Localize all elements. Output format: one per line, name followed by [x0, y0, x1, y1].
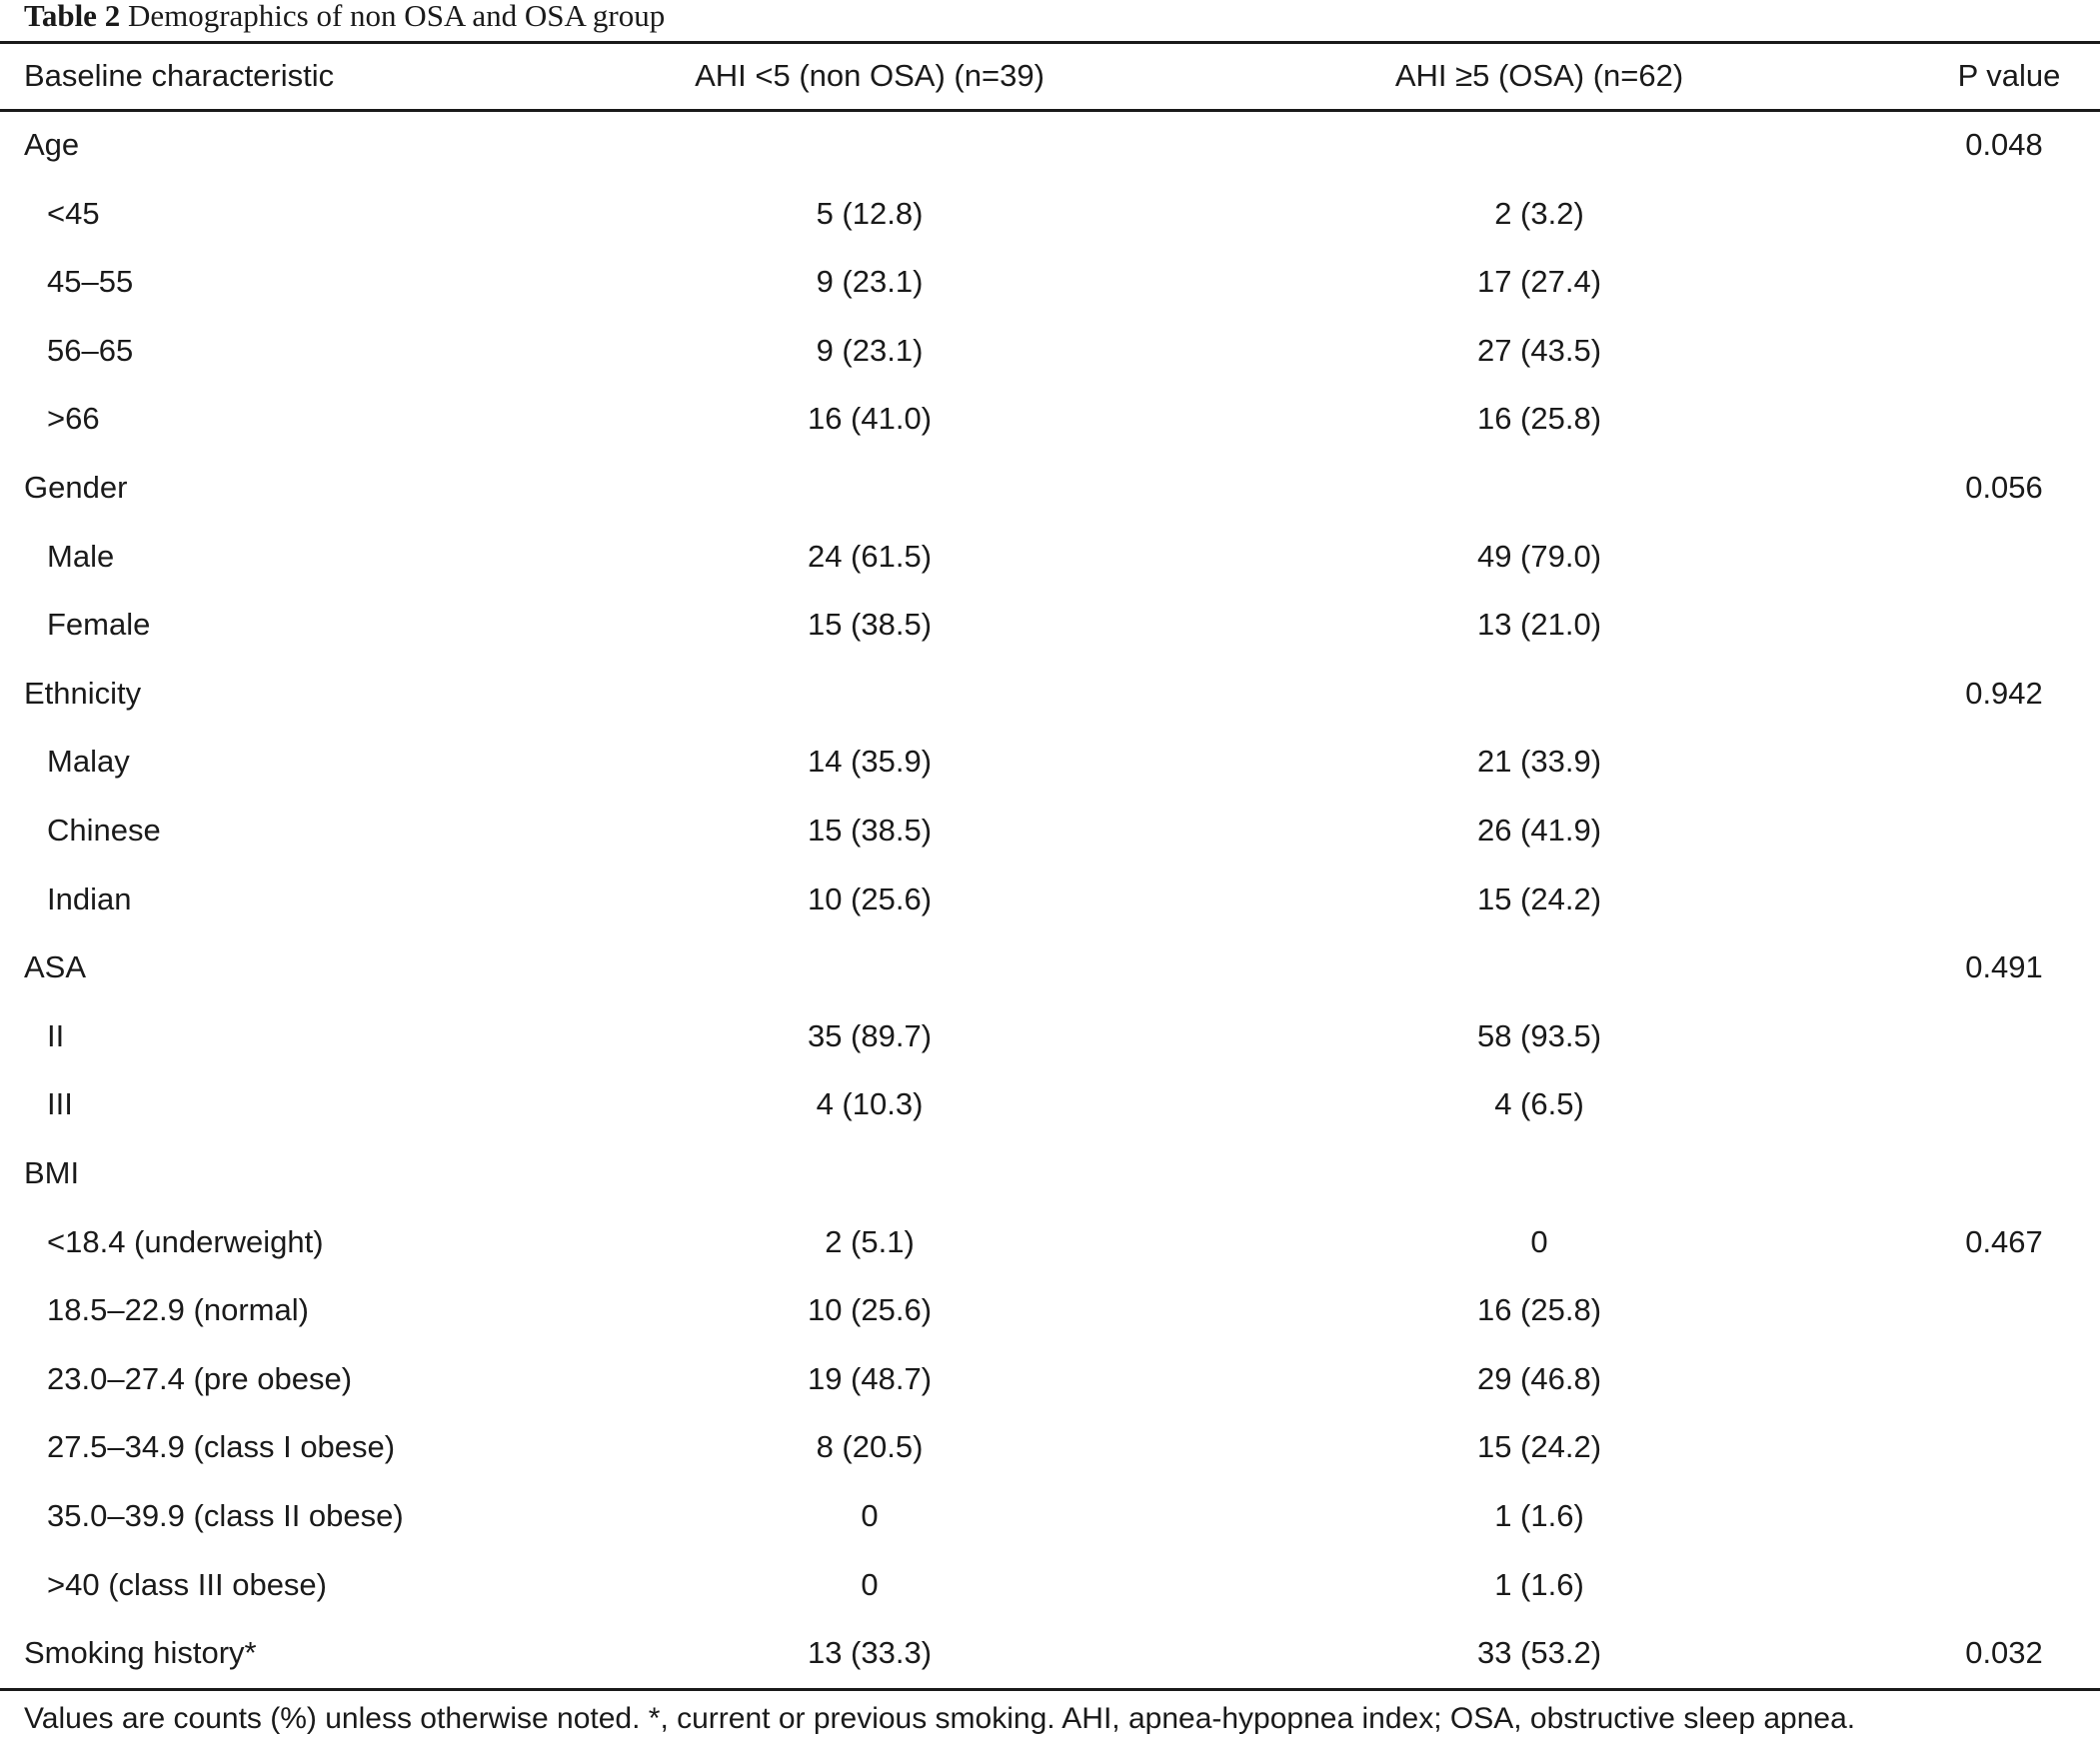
row-label: Smoking history* — [24, 1635, 257, 1670]
cell-osa: 17 (27.4) — [1476, 264, 1602, 299]
cell-non-osa: 10 (25.6) — [807, 1292, 933, 1327]
table-header — [0, 54, 2100, 98]
cell-osa: 27 (43.5) — [1476, 333, 1602, 368]
table-row — [0, 1082, 2100, 1126]
row-label: 56–65 — [47, 333, 134, 368]
cell-non-osa: 15 (38.5) — [807, 607, 933, 642]
row-label: Male — [47, 539, 115, 574]
row-label: ASA — [24, 949, 87, 984]
header-osa: AHI ≥5 (OSA) (n=62) — [1394, 58, 1684, 93]
table-row — [0, 397, 2100, 441]
table-row — [0, 192, 2100, 236]
cell-p-value: 0.467 — [1965, 1224, 2043, 1259]
cell-osa: 4 (6.5) — [1494, 1086, 1584, 1121]
header-rule — [0, 109, 2100, 112]
cell-non-osa: 35 (89.7) — [807, 1018, 933, 1053]
table-row — [0, 1494, 2100, 1538]
cell-osa: 33 (53.2) — [1476, 1635, 1602, 1670]
cell-osa: 16 (25.8) — [1476, 401, 1602, 436]
table-row — [0, 945, 2100, 989]
row-label: Malay — [47, 744, 130, 779]
header-non-osa: AHI <5 (non OSA) (n=39) — [695, 58, 1045, 93]
table-row — [0, 1288, 2100, 1332]
table-row — [0, 672, 2100, 716]
cell-osa: 16 (25.8) — [1476, 1292, 1602, 1327]
table-row — [0, 1220, 2100, 1264]
cell-p-value: 0.048 — [1965, 127, 2043, 162]
row-label: 27.5–34.9 (class I obese) — [47, 1429, 396, 1464]
cell-p-value: 0.942 — [1965, 676, 2043, 711]
cell-non-osa: 8 (20.5) — [816, 1429, 924, 1464]
table-row — [0, 809, 2100, 853]
cell-non-osa: 15 (38.5) — [807, 813, 933, 848]
bottom-rule — [0, 1688, 2100, 1691]
cell-osa: 15 (24.2) — [1476, 881, 1602, 916]
cell-non-osa: 24 (61.5) — [807, 539, 933, 574]
table-row — [0, 740, 2100, 784]
table-row — [0, 1357, 2100, 1401]
cell-osa: 49 (79.0) — [1476, 539, 1602, 574]
table-row — [0, 1631, 2100, 1675]
row-label: <18.4 (underweight) — [47, 1224, 324, 1259]
table-row — [0, 1151, 2100, 1195]
row-label: II — [47, 1018, 65, 1053]
row-label: Female — [47, 607, 151, 642]
table-row — [0, 535, 2100, 579]
cell-non-osa: 0 — [861, 1567, 879, 1602]
row-label: Indian — [47, 881, 132, 916]
row-label: Gender — [24, 470, 128, 505]
cell-non-osa: 10 (25.6) — [807, 881, 933, 916]
row-label: 45–55 — [47, 264, 134, 299]
table-row — [0, 1425, 2100, 1469]
cell-non-osa: 14 (35.9) — [807, 744, 933, 779]
table-footnote: Values are counts (%) unless otherwise noted. *, current or previous smoking. AHI, apnea-hypopnea index; OSA, obstructive sleep apnea. — [24, 1702, 1856, 1735]
cell-osa: 13 (21.0) — [1476, 607, 1602, 642]
cell-osa: 15 (24.2) — [1476, 1429, 1602, 1464]
table-row — [0, 329, 2100, 373]
table-row — [0, 1014, 2100, 1058]
row-label: >66 — [47, 401, 100, 436]
table-caption — [24, 0, 665, 36]
cell-osa: 58 (93.5) — [1476, 1018, 1602, 1053]
cell-non-osa: 9 (23.1) — [816, 333, 924, 368]
cell-p-value: 0.491 — [1965, 949, 2043, 984]
row-label: Chinese — [47, 813, 161, 848]
table-row — [0, 1563, 2100, 1607]
cell-non-osa: 13 (33.3) — [807, 1635, 933, 1670]
table-title: Demographics of non OSA and OSA group — [127, 0, 666, 33]
row-label: Age — [24, 127, 80, 162]
cell-non-osa: 19 (48.7) — [807, 1361, 933, 1396]
cell-p-value: 0.056 — [1965, 470, 2043, 505]
cell-non-osa: 4 (10.3) — [816, 1086, 924, 1121]
cell-osa: 1 (1.6) — [1494, 1498, 1584, 1533]
top-rule — [0, 41, 2100, 44]
cell-non-osa: 2 (5.1) — [825, 1224, 915, 1259]
cell-non-osa: 16 (41.0) — [807, 401, 933, 436]
cell-osa: 26 (41.9) — [1476, 813, 1602, 848]
row-label: 35.0–39.9 (class II obese) — [47, 1498, 404, 1533]
table-row — [0, 123, 2100, 167]
table-row — [0, 260, 2100, 304]
row-label: Ethnicity — [24, 676, 142, 711]
row-label: <45 — [47, 196, 100, 231]
cell-osa: 0 — [1530, 1224, 1548, 1259]
cell-osa: 29 (46.8) — [1476, 1361, 1602, 1396]
cell-non-osa: 0 — [861, 1498, 879, 1533]
cell-osa: 21 (33.9) — [1476, 744, 1602, 779]
cell-non-osa: 9 (23.1) — [816, 264, 924, 299]
cell-osa: 2 (3.2) — [1494, 196, 1584, 231]
row-label: III — [47, 1086, 73, 1121]
row-label: >40 (class III obese) — [47, 1567, 327, 1602]
table-row — [0, 603, 2100, 647]
header-p-value: P value — [1957, 58, 2061, 93]
table-number: Table 2 — [24, 0, 121, 33]
table-row — [0, 466, 2100, 510]
header-baseline-characteristic: Baseline characteristic — [24, 58, 335, 93]
row-label: BMI — [24, 1155, 80, 1190]
row-label: 18.5–22.9 (normal) — [47, 1292, 309, 1327]
table-row — [0, 877, 2100, 921]
cell-osa: 1 (1.6) — [1494, 1567, 1584, 1602]
cell-non-osa: 5 (12.8) — [816, 196, 924, 231]
row-label: 23.0–27.4 (pre obese) — [47, 1361, 353, 1396]
cell-p-value: 0.032 — [1965, 1635, 2043, 1670]
